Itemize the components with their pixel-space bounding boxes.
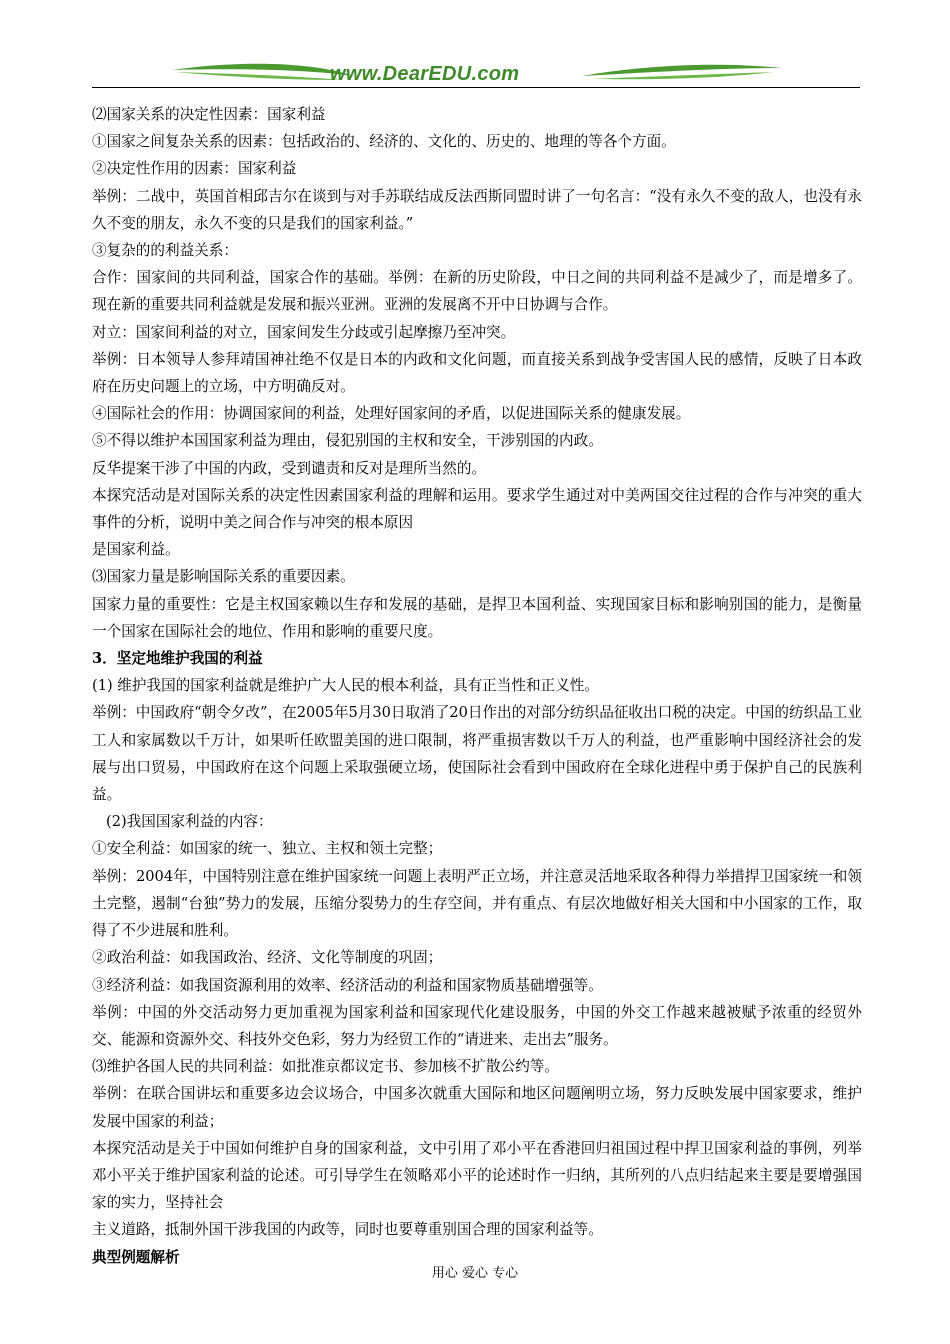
paragraph: ⑶维护各国人民的共同利益：如批准京都议定书、参加核不扩散公约等。 (92, 1058, 560, 1076)
paragraph: ④国际社会的作用：协调国家间的利益，处理好国家间的矛盾，以促进国际关系的健康发展。 (92, 405, 691, 423)
paragraph: 举例：二战中，英国首相邱吉尔在谈到与对手苏联结成反法西斯同盟时讲了一句名言：“没有永久不变的敌人，也没有永久不变的朋友，永久不变的只是我们的国家利益。” (92, 187, 862, 232)
paragraph: ⑤不得以维护本国国家利益为理由，侵犯别国的主权和安全，干涉别国的内政。 (92, 432, 603, 450)
paragraph: 本探究活动是关于中国如何维护自身的国家利益，文中引用了邓小平在香港回归祖国过程中捍卫国家利益的事例，列举邓小平关于维护国家利益的论述。可引导学生在领略邓小平的论述时作一归纳，其所列的八点归结起来主要是要增强国家的实力，坚持社会 (92, 1139, 862, 1212)
document-body (92, 101, 862, 1271)
paragraph: (1) 维护我国的国家利益就是维护广大人民的根本利益，具有正当性和正义性。 (92, 677, 599, 695)
section-heading: 3．坚定地维护我国的利益 (92, 650, 263, 668)
paragraph: (2)我国国家利益的内容： (106, 813, 273, 831)
paragraph: 反华提案干涉了中国的内政，受到谴责和反对是理所当然的。 (92, 459, 487, 477)
paragraph: 举例：日本领导人参拜靖国神社绝不仅是日本的内政和文化问题，而直接关系到战争受害国人民的感情，反映了日本政府在历史问题上的立场，中方明确反对。 (92, 350, 862, 396)
header-divider (92, 87, 860, 88)
paragraph: 举例：中国政府“朝令夕改”，在2005年5月30日取消了20日作出的对部分纺织品征收出口税的决定。中国的纺织品工业工人和家属数以千万计，如果听任欧盟美国的进口限制，将严重损害数以千万人的利益，也严重影响中国经济社会的发展与出口贸易，中国政府在这个问题上采取强硬立场，使国际社会看到中国政府在全球化进程中勇于保护自己的民族利益。 (92, 704, 862, 804)
paragraph: 主义道路，抵制外国干涉我国的内政等，同时也要尊重别国合理的国家利益等。 (92, 1221, 603, 1239)
paragraph: 国家力量的重要性：它是主权国家赖以生存和发展的基础，是捍卫本国利益、实现国家目标和影响别国的能力，是衡量一个国家在国际社会的地位、作用和影响的重要尺度。 (92, 595, 862, 640)
paragraph: ②政治利益：如我国政治、经济、文化等制度的巩固； (92, 949, 443, 967)
paragraph: 举例：2004年，中国特别注意在维护国家统一问题上表明严正立场，并注意灵活地采取各种得力举措捍卫国家统一和领土完整，遏制“台独”势力的发展，压缩分裂势力的生存空间，并有重点、有层次地做好相关大国和中小国家的工作，取得了不少进展和胜利。 (92, 867, 862, 940)
paragraph: 对立：国家间利益的对立，国家间发生分歧或引起摩擦乃至冲突。 (92, 323, 516, 341)
page-footer: 用心 爱心 专心 (431, 1266, 519, 1281)
paragraph: ⑶国家力量是影响国际关系的重要因素。 (92, 568, 355, 586)
site-url-logo: www.DearEDU.com (330, 63, 520, 85)
paragraph: 本探究活动是对国际关系的决定性因素国家利益的理解和运用。要求学生通过对中美两国交往过程的合作与冲突的重大事件的分析，说明中美之间合作与冲突的根本原因 (92, 486, 862, 532)
paragraph: 是国家利益。 (92, 541, 180, 559)
paragraph: ③复杂的的利益关系： (92, 242, 238, 260)
paragraph: 举例：在联合国讲坛和重要多边会议场合，中国多次就重大国际和地区问题阐明立场，努力反映发展中国家要求，维护发展中国家的利益； (92, 1085, 862, 1130)
paragraph: ②决定性作用的因素：国家利益 (92, 160, 297, 178)
paragraph: ①安全利益：如国家的统一、独立、主权和领土完整； (92, 840, 443, 858)
paragraph: 合作：国家间的共同利益，国家合作的基础。举例：在新的历史阶段，中日之间的共同利益不是减少了，而是增多了。现在新的重要共同利益就是发展和振兴亚洲。亚洲的发展离不开中日协调与合作。 (92, 269, 862, 314)
paragraph: ③经济利益：如我国资源利用的效率、经济活动的利益和国家物质基础增强等。 (92, 976, 603, 994)
paragraph: ⑵国家关系的决定性因素：国家利益 (92, 106, 326, 123)
paragraph: ①国家之间复杂关系的因素：包括政治的、经济的、文化的、历史的、地理的等各个方面。 (92, 133, 676, 151)
section-heading: 典型例题解析 (92, 1248, 180, 1266)
paragraph: 举例：中国的外交活动努力更加重视为国家利益和国家现代化建设服务，中国的外交工作越来越被赋予浓重的经贸外交、能源和资源外交、科技外交色彩，努力为经贸工作的“请进来、走出去”服务。 (92, 1003, 862, 1048)
